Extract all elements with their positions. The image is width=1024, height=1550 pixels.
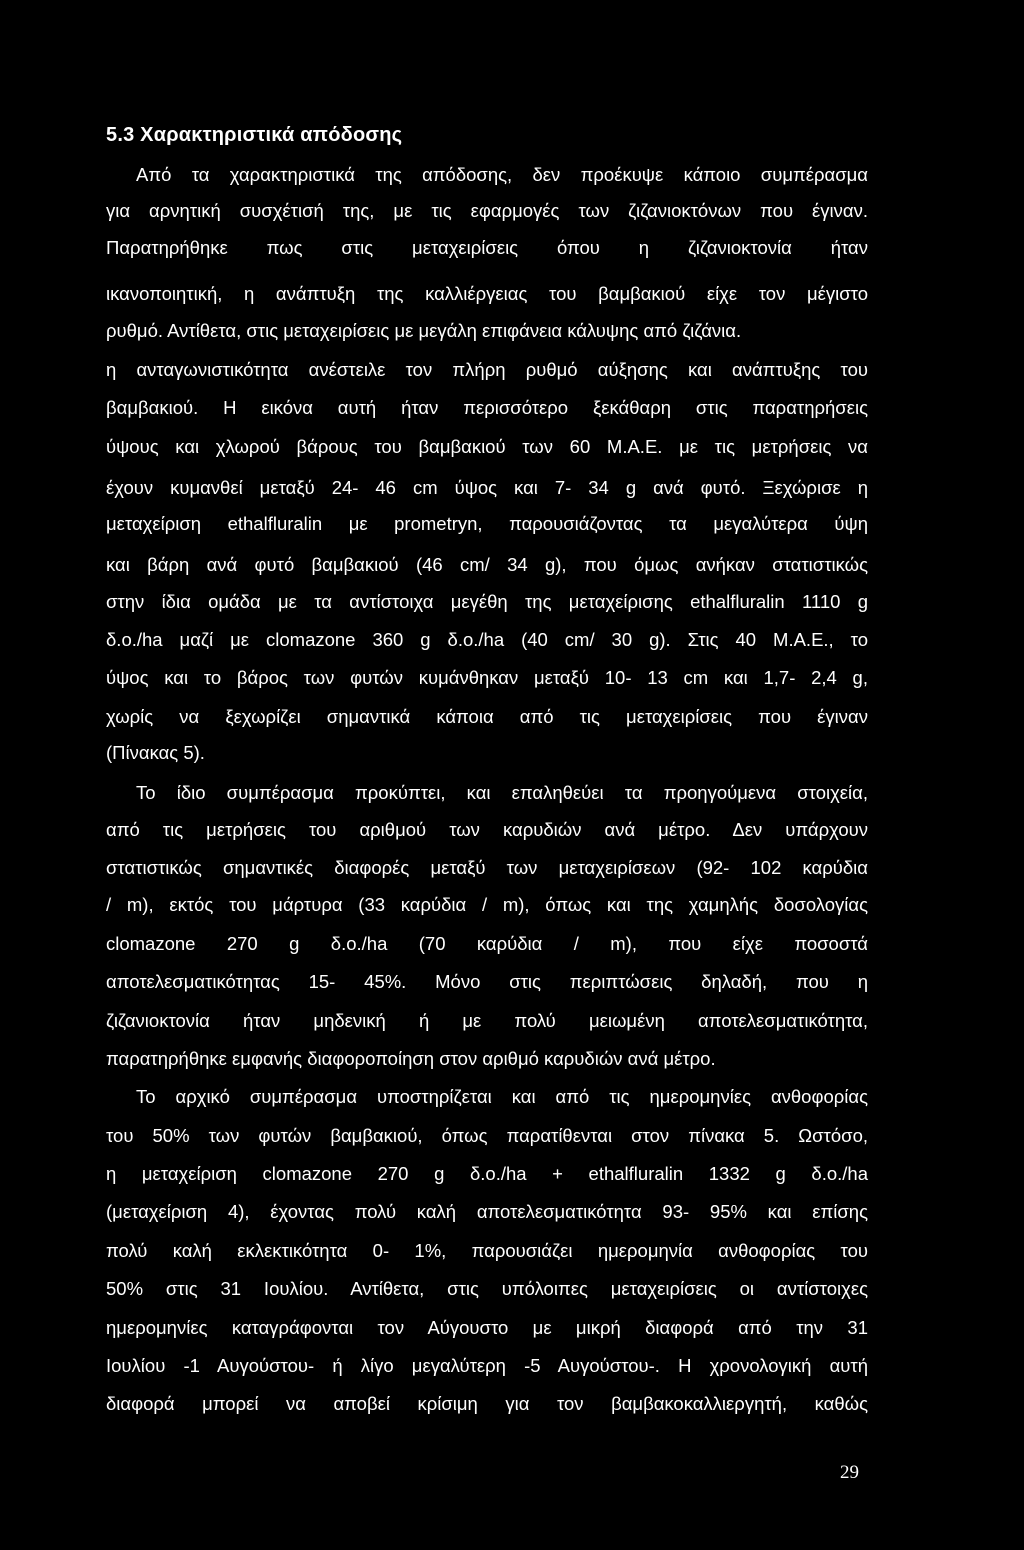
text-line: (Πίνακας 5).	[106, 742, 205, 763]
text-line: διαφορά μπορεί να αποβεί κρίσιμη για τον βαμβακοκαλλιεργητή, καθώς	[106, 1393, 868, 1414]
text-line: Το αρχικό συμπέρασμα υποστηρίζεται και από τις ημερομηνίες ανθοφορίας	[136, 1086, 868, 1107]
text-line: ικανοποιητική, η ανάπτυξη της καλλιέργειας του βαμβακιού είχε τον μέγιστο	[106, 283, 868, 304]
text-line: έχουν κυμανθεί μεταξύ 24- 46 cm ύψος και 7- 34 g ανά φυτό. Ξεχώρισε η	[106, 477, 868, 498]
text-line: Από τα χαρακτηριστικά της απόδοσης, δεν προέκυψε κάποιο συμπέρασμα	[136, 164, 868, 185]
text-line: ύψους και χλωρού βάρους του βαμβακιού των 60 Μ.Α.Ε. με τις μετρήσεις να	[106, 436, 868, 457]
text-line: χωρίς να ξεχωρίζει σημαντικά κάποια από τις μεταχειρίσεις που έγιναν	[106, 706, 868, 727]
page-number: 29	[840, 1462, 859, 1483]
text-line: πολύ καλή εκλεκτικότητα 0- 1%, παρουσιάζει ημερομηνία ανθοφορίας του	[106, 1240, 868, 1261]
text-line: clomazone 270 g δ.ο./ha (70 καρύδια / m), που είχε ποσοστά	[106, 933, 868, 954]
text-line: η μεταχείριση clomazone 270 g δ.ο./ha + ethalfluralin 1332 g δ.ο./ha	[106, 1163, 868, 1184]
text-line: / m), εκτός του μάρτυρα (33 καρύδια / m), όπως και της χαμηλής δοσολογίας	[106, 894, 868, 915]
text-line: ύψος και το βάρος των φυτών κυμάνθηκαν μεταξύ 10- 13 cm και 1,7- 2,4 g,	[106, 667, 868, 688]
text-line: Ιουλίου -1 Αυγούστου- ή λίγο μεγαλύτερη -5 Αυγούστου-. Η χρονολογική αυτή	[106, 1355, 868, 1376]
text-line: η ανταγωνιστικότητα ανέστειλε τον πλήρη ρυθμό αύξησης και ανάπτυξης του	[106, 359, 868, 380]
text-line: στην ίδια ομάδα με τα αντίστοιχα μεγέθη της μεταχείρισης ethalfluralin 1110 g	[106, 591, 868, 612]
text-line: ρυθμό. Αντίθετα, στις μεταχειρίσεις με μεγάλη επιφάνεια κάλυψης από ζιζάνια.	[106, 320, 742, 341]
text-line: δ.ο./ha μαζί με clomazone 360 g δ.ο./ha (40 cm/ 30 g). Στις 40 Μ.Α.Ε., το	[106, 629, 868, 650]
text-line: από τις μετρήσεις του αριθμού των καρυδιών ανά μέτρο. Δεν υπάρχουν	[106, 819, 868, 840]
text-line: βαμβακιού. Η εικόνα αυτή ήταν περισσότερο ξεκάθαρη στις παρατηρήσεις	[106, 397, 868, 418]
text-line: παρατηρήθηκε εμφανής διαφοροποίηση στον αριθμό καρυδιών ανά μέτρο.	[106, 1048, 716, 1069]
text-line: και βάρη ανά φυτό βαμβακιού (46 cm/ 34 g), που όμως ανήκαν στατιστικώς	[106, 554, 868, 575]
text-line: ζιζανιοκτονία ήταν μηδενική ή με πολύ μειωμένη αποτελεσματικότητα,	[106, 1010, 868, 1031]
text-line: Το ίδιο συμπέρασμα προκύπτει, και επαληθεύει τα προηγούμενα στοιχεία,	[136, 782, 868, 803]
text-line: για αρνητική συσχέτισή της, με τις εφαρμογές των ζιζανιοκτόνων που έγιναν.	[106, 200, 868, 221]
text-line: Παρατηρήθηκε πως στις μεταχειρίσεις όπου η ζιζανιοκτονία ήταν	[106, 237, 868, 258]
text-line: στατιστικώς σημαντικές διαφορές μεταξύ των μεταχειρίσεων (92- 102 καρύδια	[106, 857, 868, 878]
text-line: μεταχείριση ethalfluralin με prometryn, παρουσιάζοντας τα μεγαλύτερα ύψη	[106, 513, 868, 534]
text-line: του 50% των φυτών βαμβακιού, όπως παρατίθενται στον πίνακα 5. Ωστόσο,	[106, 1125, 868, 1146]
text-line: 50% στις 31 Ιουλίου. Αντίθετα, στις υπόλοιπες μεταχειρίσεις οι αντίστοιχες	[106, 1278, 868, 1299]
text-line: ημερομηνίες καταγράφονται τον Αύγουστο με μικρή διαφορά από την 31	[106, 1317, 868, 1338]
section-heading: 5.3 Χαρακτηριστικά απόδοσης	[106, 124, 403, 146]
text-line: αποτελεσματικότητας 15- 45%. Μόνο στις περιπτώσεις δηλαδή, που η	[106, 971, 868, 992]
text-line: (μεταχείριση 4), έχοντας πολύ καλή αποτελεσματικότητα 93- 95% και επίσης	[106, 1201, 868, 1222]
